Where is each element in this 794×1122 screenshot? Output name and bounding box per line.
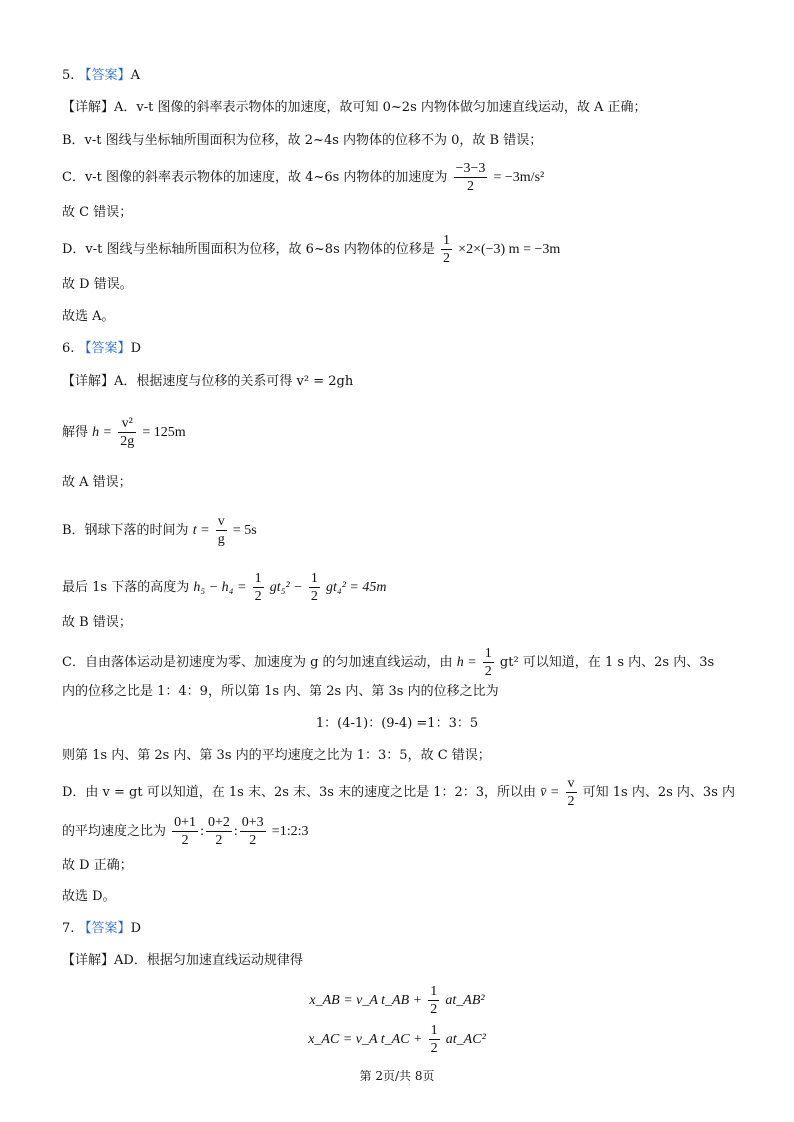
q6-detail-d2: 的平均速度之比为 $\frac{0+1}{2}$ : $\frac{0+2}{2}$ : $\frac{0+3}{2}$ =1:2:3 — [62, 815, 309, 848]
q7-eq1: x_AB = v_A t_AB + $\frac{1}{2}$ at_AB² — [309, 984, 485, 1017]
q6-number: 6. — [62, 341, 75, 356]
q5-answer-line — [62, 66, 140, 86]
q5-detail-b: B．v-t 图线与坐标轴所围面积为位移，故 2~4s 内物体的位移不为 0，故 B 错误； — [62, 133, 543, 148]
q5-answer-tag: 【答案】 — [78, 68, 131, 83]
q5-d-fraction: $\frac{1}{2}$ — [443, 233, 451, 266]
q6-detail-a2: 故 A 错误； — [62, 475, 132, 490]
q6-detail-b2: 故 B 错误； — [62, 615, 132, 630]
q5-detail-tag: 【详解】 — [62, 100, 115, 115]
q6-detail-b: B．钢球下落的时间为 t = $\frac{v}{g}$ = 5s — [62, 514, 257, 547]
q6-solve-fraction: $\frac{\text{v²}}{2g}$ — [120, 416, 135, 449]
q5-detail-d: D．v-t 图线与坐标轴所围面积为位移，故 6~8s 内物体的位移是 $\frac{1}{2}$ ×2×(−3) m = −3m — [62, 233, 561, 266]
q6-detail-a: 【详解】A．根据速度与位移的关系可得 v² = 2gh — [62, 374, 354, 389]
q7-answer-tag: 【答案】 — [78, 921, 131, 936]
q5-answer: A — [130, 68, 140, 83]
page-footer: 第 2页/共 8页 — [359, 1069, 435, 1083]
q5-conclusion: 故选 A。 — [62, 309, 115, 324]
q5-detail-c2: 故 C 错误； — [62, 205, 133, 220]
q6-detail-c1: C．自由落体运动是初速度为零、加速度为 g 的匀加速直线运动，由 h = $\frac{1}{2}$ gt² 可以知道，在 1 s 内、2s 内、3s — [62, 646, 715, 679]
q5-number: 5. — [62, 68, 75, 83]
q7-answer: D — [130, 921, 141, 936]
q6-answer: D — [130, 341, 141, 356]
q7-detail-ad: 【详解】AD．根据匀加速直线运动规律得 — [62, 953, 303, 968]
q7-answer-line — [62, 919, 141, 939]
q5-detail-c: C．v-t 图像的斜率表示物体的加速度，故 4~6s 内物体的加速度为 $\frac{-3-3}{2}$ = −3m/s² — [62, 161, 545, 194]
q6-detail-c3: 1：(4-1)：(9-4) =1：3：5 — [315, 716, 479, 731]
q6-answer-tag: 【答案】 — [78, 341, 131, 356]
q6-answer-line — [62, 339, 141, 359]
q6-detail-c2: 内的位移之比是 1：4：9，所以第 1s 内、第 2s 内、第 3s 内的位移之比为 — [62, 684, 499, 699]
q6-conclusion: 故选 D。 — [62, 889, 116, 904]
q6-detail-tag: 【详解】 — [62, 374, 115, 389]
q6-detail-d3: 故 D 正确； — [62, 858, 133, 873]
q6-solve: 解得 h = $\frac{\text{v²}}{2g}$ = 125m — [62, 416, 186, 449]
q5-detail-a: 【详解】A．v-t 图像的斜率表示物体的加速度，故可知 0~2s 内物体做匀加速直线运动，故 A 正确； — [62, 100, 647, 115]
q5-detail-d2: 故 D 错误。 — [62, 277, 133, 292]
q7-eq2: x_AC = v_A t_AC + $\frac{1}{2}$ at_AC² — [308, 1023, 486, 1056]
q6-last-second: 最后 1s 下落的高度为 h₅ − h₄ = $\frac{1}{2}$ gt₅² − $\frac{1}{2}$ gt₄² = 45m — [62, 571, 387, 604]
q6-detail-d1: D．由 v = gt 可以知道，在 1s 末、2s 末、3s 末的速度之比是 1：2：3，所以由 v̄ = $\frac{v}{2}$ 可知 1s 内、2s 内、3s 内 — [62, 776, 735, 809]
q6-detail-c4: 则第 1s 内、第 2s 内、第 3s 内的平均速度之比为 1：3：5，故 C 错误； — [62, 748, 491, 763]
q6-b-fraction: $\frac{v}{g}$ — [217, 514, 225, 547]
q7-detail-tag: 【详解】 — [62, 953, 115, 968]
q5-c-fraction: $\frac{-3-3}{2}$ — [455, 161, 486, 194]
q7-number: 7. — [62, 921, 75, 936]
